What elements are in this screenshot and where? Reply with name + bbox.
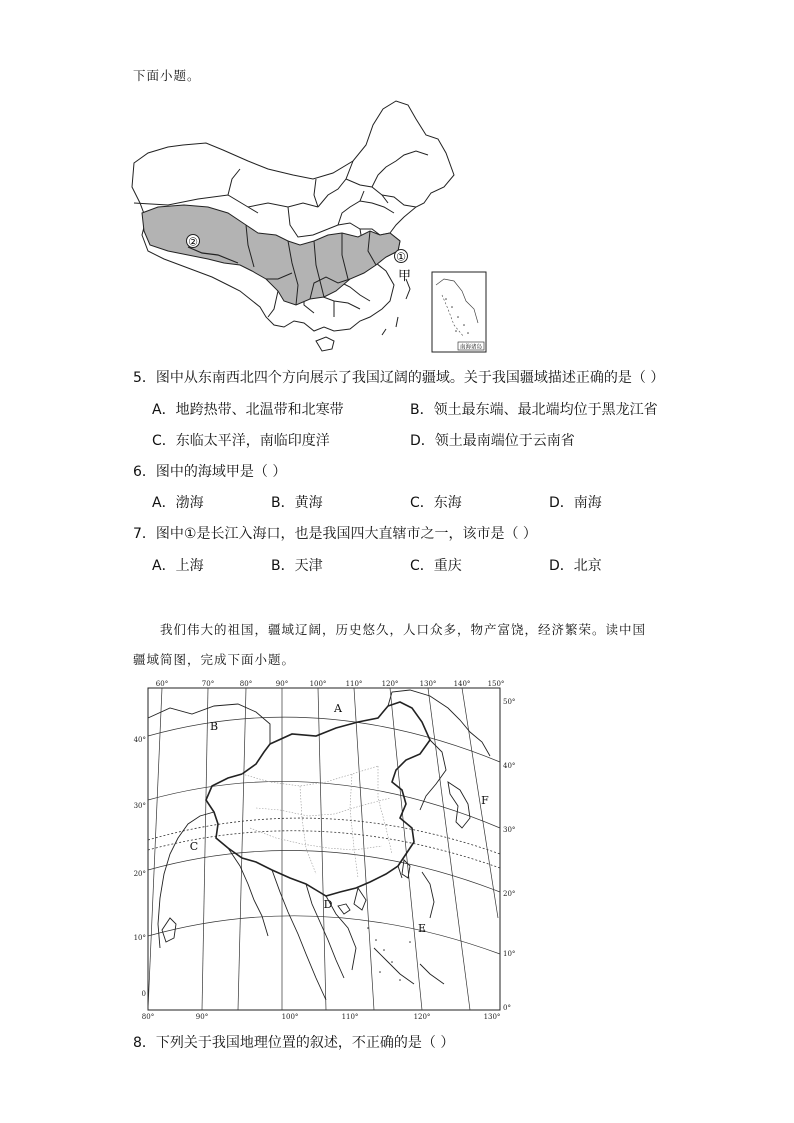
q7-option-c[interactable]: C．重庆 xyxy=(410,558,462,574)
inset-frame xyxy=(432,272,486,352)
lon-label: 110° xyxy=(341,1013,359,1020)
region-letter-e: E xyxy=(417,922,427,935)
q5-option-a[interactable]: A．地跨热带、北温带和北寒带 xyxy=(152,402,344,418)
lat-label: 30° xyxy=(503,826,516,834)
q6-option-c[interactable]: C．东海 xyxy=(410,495,462,511)
question-dot: ． xyxy=(141,1035,156,1051)
marker-2-label: ② xyxy=(188,235,198,249)
marker-1-label: ① xyxy=(396,250,406,264)
lat-label: 50° xyxy=(503,698,516,706)
lon-label: 130° xyxy=(483,1013,501,1020)
question-number: 8 xyxy=(133,1035,142,1051)
question-dot: ． xyxy=(141,464,156,480)
shaded-region xyxy=(142,205,400,305)
q6-option-b[interactable]: B．黄海 xyxy=(271,495,323,511)
q6-option-a[interactable]: A．渤海 xyxy=(152,495,204,511)
question-8-stem xyxy=(133,1033,454,1053)
hainan-island xyxy=(316,337,334,351)
q7-option-b[interactable]: B．天津 xyxy=(271,558,323,574)
lat-label: 10° xyxy=(133,934,146,942)
lat-label: 10° xyxy=(503,950,516,958)
lon-label: 100° xyxy=(281,1013,299,1020)
lon-label: 80° xyxy=(141,1013,155,1020)
inset-caption: 南海诸岛 xyxy=(459,344,483,351)
lon-label: 90° xyxy=(275,680,289,688)
region-letter-c: C xyxy=(189,840,199,853)
question-text: 图中从东南西北四个方向展示了我国辽阔的疆域。关于我国疆域描述正确的是（ ） xyxy=(155,370,665,386)
passage-line-2: 疆域简图，完成下面小题。 xyxy=(133,652,296,667)
lat-label: 20° xyxy=(503,890,516,898)
question-7-stem xyxy=(133,524,537,544)
question-number: 6 xyxy=(133,464,142,480)
question-6-stem xyxy=(133,462,286,482)
question-number: 7 xyxy=(133,526,142,542)
q7-option-a[interactable]: A．上海 xyxy=(152,558,204,574)
lon-label: 150° xyxy=(487,680,505,688)
lat-label: 0° xyxy=(503,1004,511,1012)
question-text: 下列关于我国地理位置的叙述，不正确的是（ ） xyxy=(155,1035,455,1051)
lon-label: 130° xyxy=(419,680,437,688)
q6-option-d[interactable]: D．南海 xyxy=(549,495,602,511)
lon-label: 70° xyxy=(201,680,215,688)
map-frame xyxy=(148,688,500,1010)
question-text: 图中①是长江入海口，也是我国四大直辖市之一，该市是（ ） xyxy=(155,526,537,542)
lon-label: 120° xyxy=(413,1013,431,1020)
question-dot: ． xyxy=(141,370,156,386)
lon-label: 120° xyxy=(381,680,399,688)
lon-label: 100° xyxy=(309,680,327,688)
lon-label: 140° xyxy=(453,680,471,688)
lon-label: 90° xyxy=(195,1013,209,1020)
china-territory-map xyxy=(130,678,520,1020)
lat-label: 0 xyxy=(141,990,146,998)
q7-option-d[interactable]: D．北京 xyxy=(549,558,602,574)
lat-label: 20° xyxy=(133,870,146,878)
question-dot: ． xyxy=(141,526,156,542)
lon-label: 60° xyxy=(155,680,169,688)
lon-label: 110° xyxy=(345,680,363,688)
china-province-map xyxy=(128,95,508,357)
sea-label-jia: 甲 xyxy=(398,269,412,284)
question-number: 5 xyxy=(133,370,142,386)
lon-label: 80° xyxy=(239,680,253,688)
region-letter-b: B xyxy=(209,720,219,733)
question-text: 图中的海域甲是（ ） xyxy=(155,464,287,480)
intro-tail: 下面小题。 xyxy=(133,68,201,83)
q5-option-c[interactable]: C．东临太平洋，南临印度洋 xyxy=(152,433,330,449)
q5-option-b[interactable]: B．领土最东端、最北端均位于黑龙江省 xyxy=(410,402,658,418)
question-5-stem xyxy=(133,368,664,388)
lat-label: 30° xyxy=(133,802,146,810)
passage-line-1: 我们伟大的祖国，疆域辽阔，历史悠久，人口众多，物产富饶，经济繁荣。读中国 xyxy=(160,622,647,637)
q5-option-d[interactable]: D．领土最南端位于云南省 xyxy=(410,433,575,449)
lat-label: 40° xyxy=(503,762,516,770)
region-letter-f: F xyxy=(481,794,489,807)
region-letter-d: D xyxy=(323,898,333,911)
region-letter-a: A xyxy=(334,702,342,715)
lat-label: 40° xyxy=(133,736,146,744)
